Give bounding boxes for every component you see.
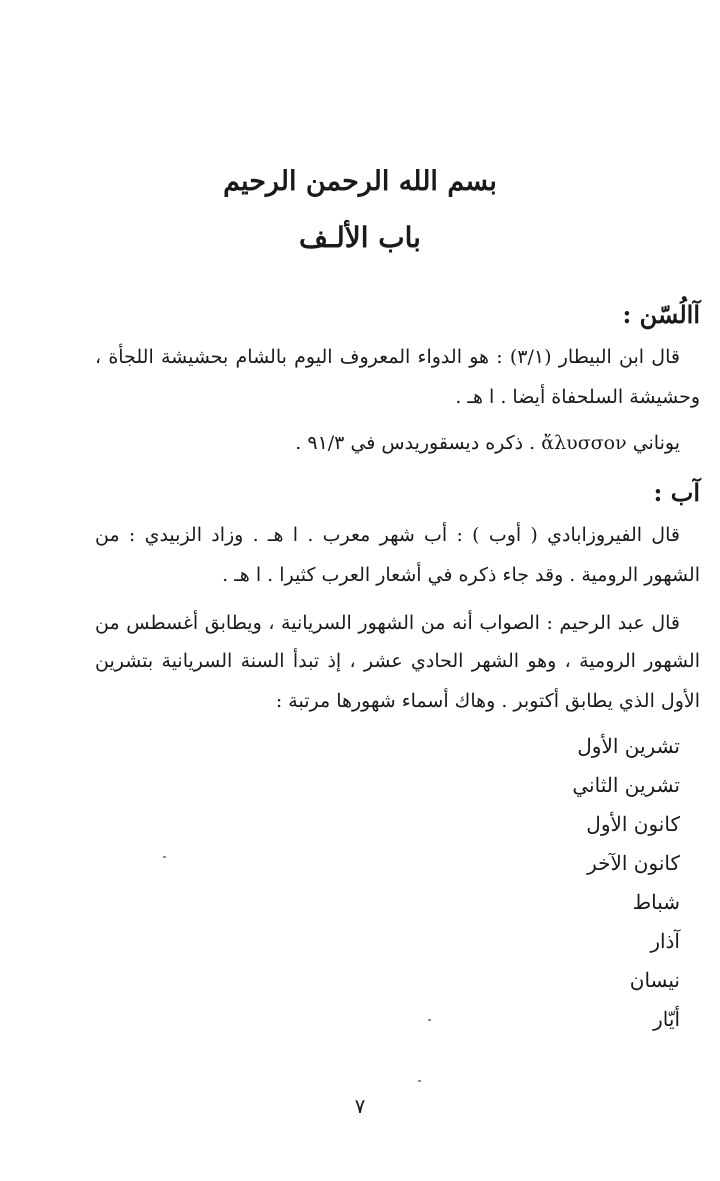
paragraph-line: قال الفيروزابادي ( أوب ) : أب شهر معرب . ا هـ . وزاد الزبيدي : من [95, 524, 680, 546]
entry-headword: آب : [653, 478, 700, 507]
paragraph-line: قال ابن البيطار (٣/١) : هو الدواء المعروف اليوم بالشام بحشيشة اللجأة ، [95, 346, 680, 368]
page-number: ٧ [354, 1094, 366, 1118]
month-item: آذار [650, 929, 680, 953]
chapter-title: باب الألـف [299, 221, 421, 254]
basmala: بسم الله الرحمن الرحيم [223, 166, 497, 197]
scan-speck [163, 856, 166, 858]
month-item: شباط [632, 890, 680, 914]
scan-speck [418, 1080, 421, 1082]
month-item: أيّار [653, 1007, 680, 1031]
month-item: تشرين الأول [577, 734, 680, 758]
greek-origin-label: يوناني [632, 432, 680, 454]
greek-origin-line [95, 432, 680, 454]
paragraph-line: الشهور الرومية . وقد جاء ذكره في أشعار العرب كثيرا . ا هـ . [222, 564, 700, 586]
paragraph-line: الشهور الرومية ، وهو الشهر الحادي عشر ، إذ تبدأ السنة السريانية بتشرين [95, 650, 700, 672]
scan-speck [428, 1019, 431, 1021]
month-item: كانون الأول [586, 812, 680, 836]
greek-word: ἄλυσσον [541, 432, 627, 454]
paragraph-line: وحشيشة السلحفاة أيضا . ا هـ . [455, 386, 700, 408]
month-item: نيسان [629, 968, 680, 992]
month-item: كانون الآخر [587, 851, 680, 875]
greek-origin-tail: . ذكره ديسقوريدس في ٩١/٣ . [295, 432, 536, 454]
paragraph-line: الأول الذي يطابق أكتوبر . وهاك أسماء شهورها مرتبة : [275, 690, 700, 712]
entry-headword: آالُسّن : [622, 300, 700, 329]
month-item: تشرين الثاني [572, 773, 680, 797]
paragraph-line: قال عبد الرحيم : الصواب أنه من الشهور السريانية ، ويطابق أغسطس من [95, 612, 680, 634]
